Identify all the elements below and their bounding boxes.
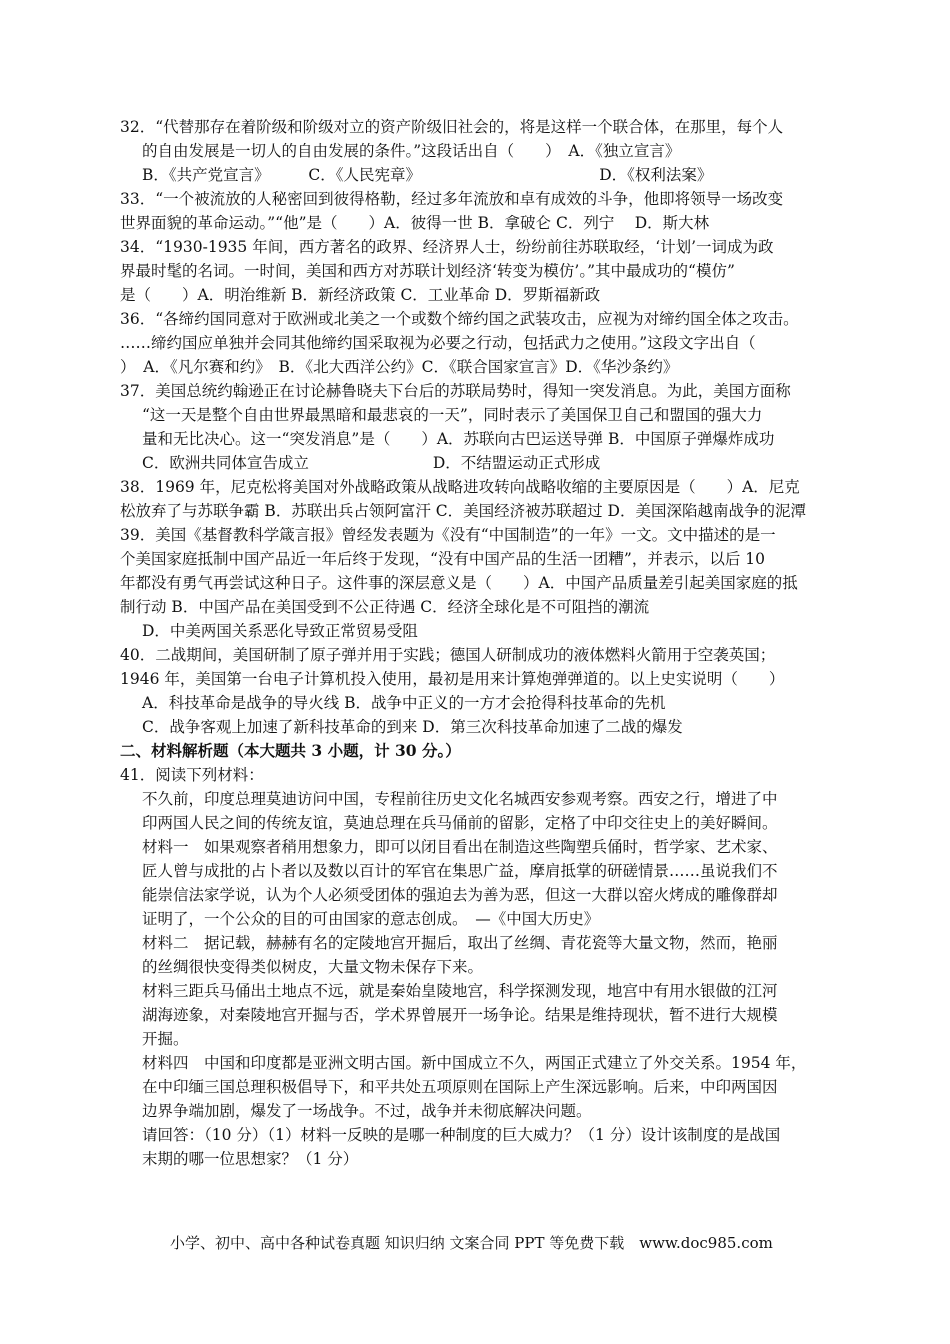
question-38-line-1: 38．1969 年，尼克松将美国对外战略政策从战略进攻转向战略收缩的主要原因是（ ）A．尼克: [120, 478, 800, 496]
material-1-line-1: 材料一 如果观察者稍用想象力，即可以闭目看出在制造这些陶塑兵俑时，哲学家、艺术家、: [142, 838, 778, 856]
question-39-line-4: 制行动 B．中国产品在美国受到不公正待遇 C．经济全球化是不可阻挡的潮流: [120, 598, 650, 616]
question-40-line-2: 1946 年，美国第一台电子计算机投入使用，最初是用来计算炮弹弹道的。以上史实说明（ ）: [120, 670, 785, 688]
question-39-option-d: D．中美两国关系恶化导致正常贸易受阻: [142, 622, 418, 640]
question-36-line-1: 36．“各缔约国同意对于欧洲或北美之一个或数个缔约国之武装攻击，应视为对缔约国全体之攻击。: [120, 310, 799, 328]
material-4-line-3: 边界争端加剧，爆发了一场战争。不过，战争并未彻底解决问题。: [142, 1102, 592, 1120]
material-intro-line-1: 不久前，印度总理莫迪访问中国，专程前往历史文化名城西安参观考察。西安之行，增进了中: [142, 790, 778, 808]
question-32-line-2: 的自由发展是一切人的自由发展的条件。”这段话出自（ ） A．《独立宣言》: [142, 142, 681, 160]
question-33-line-1: 33．“一个被流放的人秘密回到彼得格勒，经过多年流放和卓有成效的斗争，他即将领导一场改变: [120, 190, 784, 208]
question-37-options: C．欧洲共同体宣告成立 D．不结盟运动正式形成: [142, 454, 601, 472]
question-41-prompt-line-1: 请回答：（10 分）（1）材料一反映的是哪一种制度的巨大威力？（1 分）设计该制度的是战国: [142, 1126, 781, 1144]
material-3-line-1: 材料三距兵马俑出土地点不远，就是秦始皇陵地宫，科学探测发现，地宫中有用水银做的江河: [142, 982, 778, 1000]
material-4-line-1: 材料四 中国和印度都是亚洲文明古国。新中国成立不久，两国正式建立了外交关系。1954 年，: [142, 1054, 807, 1072]
material-2-line-2: 的丝绸很快变得类似树皮，大量文物未保存下来。: [142, 958, 484, 976]
question-32-line-1: 32．“代替那存在着阶级和阶级对立的资产阶级旧社会的，将是这样一个联合体，在那里，每个人: [120, 118, 784, 136]
question-34-line-2: 界最时髦的名词。一时间，美国和西方对苏联计划经济‘转变为模仿’。”其中最成功的“模仿”: [120, 262, 735, 280]
material-4-line-2: 在中印缅三国总理积极倡导下，和平共处五项原则在国际上产生深远影响。后来，中印两国因: [142, 1078, 778, 1096]
question-39-line-2: 个美国家庭抵制中国产品近一年后终于发现，“没有中国产品的生活一团糟”，并表示，以后 10: [120, 550, 766, 568]
material-1-line-4: 证明了，一个公众的目的可由国家的意志创成。 —《中国大历史》: [142, 910, 600, 928]
section-heading: 二、材料解析题（本大题共 3 小题，计 30 分。）: [120, 741, 461, 760]
material-2-line-1: 材料二 据记载，赫赫有名的定陵地宫开掘后，取出了丝绸、青花瓷等大量文物，然而，艳丽: [142, 934, 778, 952]
question-40-options-ab: A．科技革命是战争的导火线 B．战争中正义的一方才会抢得科技革命的先机: [142, 694, 666, 712]
material-3-line-3: 开掘。: [142, 1030, 189, 1048]
question-34-line-3: 是（ ）A．明治维新 B．新经济政策 C．工业革命 D．罗斯福新政: [120, 286, 601, 304]
material-1-line-2: 匠人曾与成批的占卜者以及数以百计的军官在集思广益，摩肩抵掌的研磋情景……虽说我们不: [142, 862, 778, 880]
question-38-line-2: 松放弃了与苏联争霸 B．苏联出兵占领阿富汗 C．美国经济被苏联超过 D．美国深陷越南战争的泥潭: [120, 502, 806, 520]
question-33-line-2: 世界面貌的革命运动。”“他”是（ ）A．彼得一世 B．拿破仑 C．列宁 D．斯大林: [120, 214, 710, 232]
question-36-line-2: ……缔约国应单独并会同其他缔约国采取视为必要之行动，包括武力之使用。”这段文字出自（: [120, 334, 756, 352]
question-32-options: B．《共产党宣言》 C．《人民宪章》 D．《权利法案》: [142, 166, 713, 184]
question-37-line-1: 37．美国总统约翰逊正在讨论赫鲁晓夫下台后的苏联局势时，得知一突发消息。为此，美国方面称: [120, 382, 791, 400]
question-34-line-1: 34．“1930-1935 年间，西方著名的政界、经济界人士，纷纷前往苏联取经，‘计划’一词成为政: [120, 238, 774, 256]
question-37-line-2: “这一天是整个自由世界最黑暗和最悲哀的一天”，同时表示了美国保卫自己和盟国的强大力: [142, 406, 763, 424]
question-39-line-3: 年都没有勇气再尝试这种日子。这件事的深层意义是（ ）A．中国产品质量差引起美国家庭的抵: [120, 574, 798, 592]
material-3-line-2: 湖海迹象，对秦陵地宫开掘与否，学术界曾展开一场争论。结果是维持现状，暂不进行大规模: [142, 1006, 778, 1024]
footer-text: 小学、初中、高中各种试卷真题 知识归纳 文案合同 PPT 等免费下载 www.doc985.com: [170, 1234, 773, 1252]
question-40-options-cd: C．战争客观上加速了新科技革命的到来 D．第三次科技革命加速了二战的爆发: [142, 718, 683, 736]
question-40-line-1: 40．二战期间，美国研制了原子弹并用于实践；德国人研制成功的液体燃料火箭用于空袭英国；: [120, 646, 776, 664]
question-41-prompt-line-2: 末期的哪一位思想家？（1 分）: [142, 1150, 359, 1168]
material-intro-line-2: 印两国人民之间的传统友谊，莫迪总理在兵马俑前的留影，定格了中印交往史上的美好瞬间。: [142, 814, 778, 832]
question-39-line-1: 39．美国《基督教科学箴言报》曾经发表题为《没有“中国制造”的一年》一文。文中描述的是一: [120, 526, 776, 544]
question-36-line-3: ） A．《凡尔赛和约》 B．《北大西洋公约》C．《联合国家宣言》D．《华沙条约》: [120, 358, 679, 376]
question-37-line-3: 量和无比决心。这一“突发消息”是（ ）A．苏联向古巴运送导弹 B．中国原子弹爆炸成功: [142, 430, 775, 448]
question-41-intro: 41．阅读下列材料：: [120, 766, 264, 784]
material-1-line-3: 能崇信法家学说，认为个人必须受团体的强迫去为善为恶，但这一大群以窑火烤成的雕像群却: [142, 886, 778, 904]
